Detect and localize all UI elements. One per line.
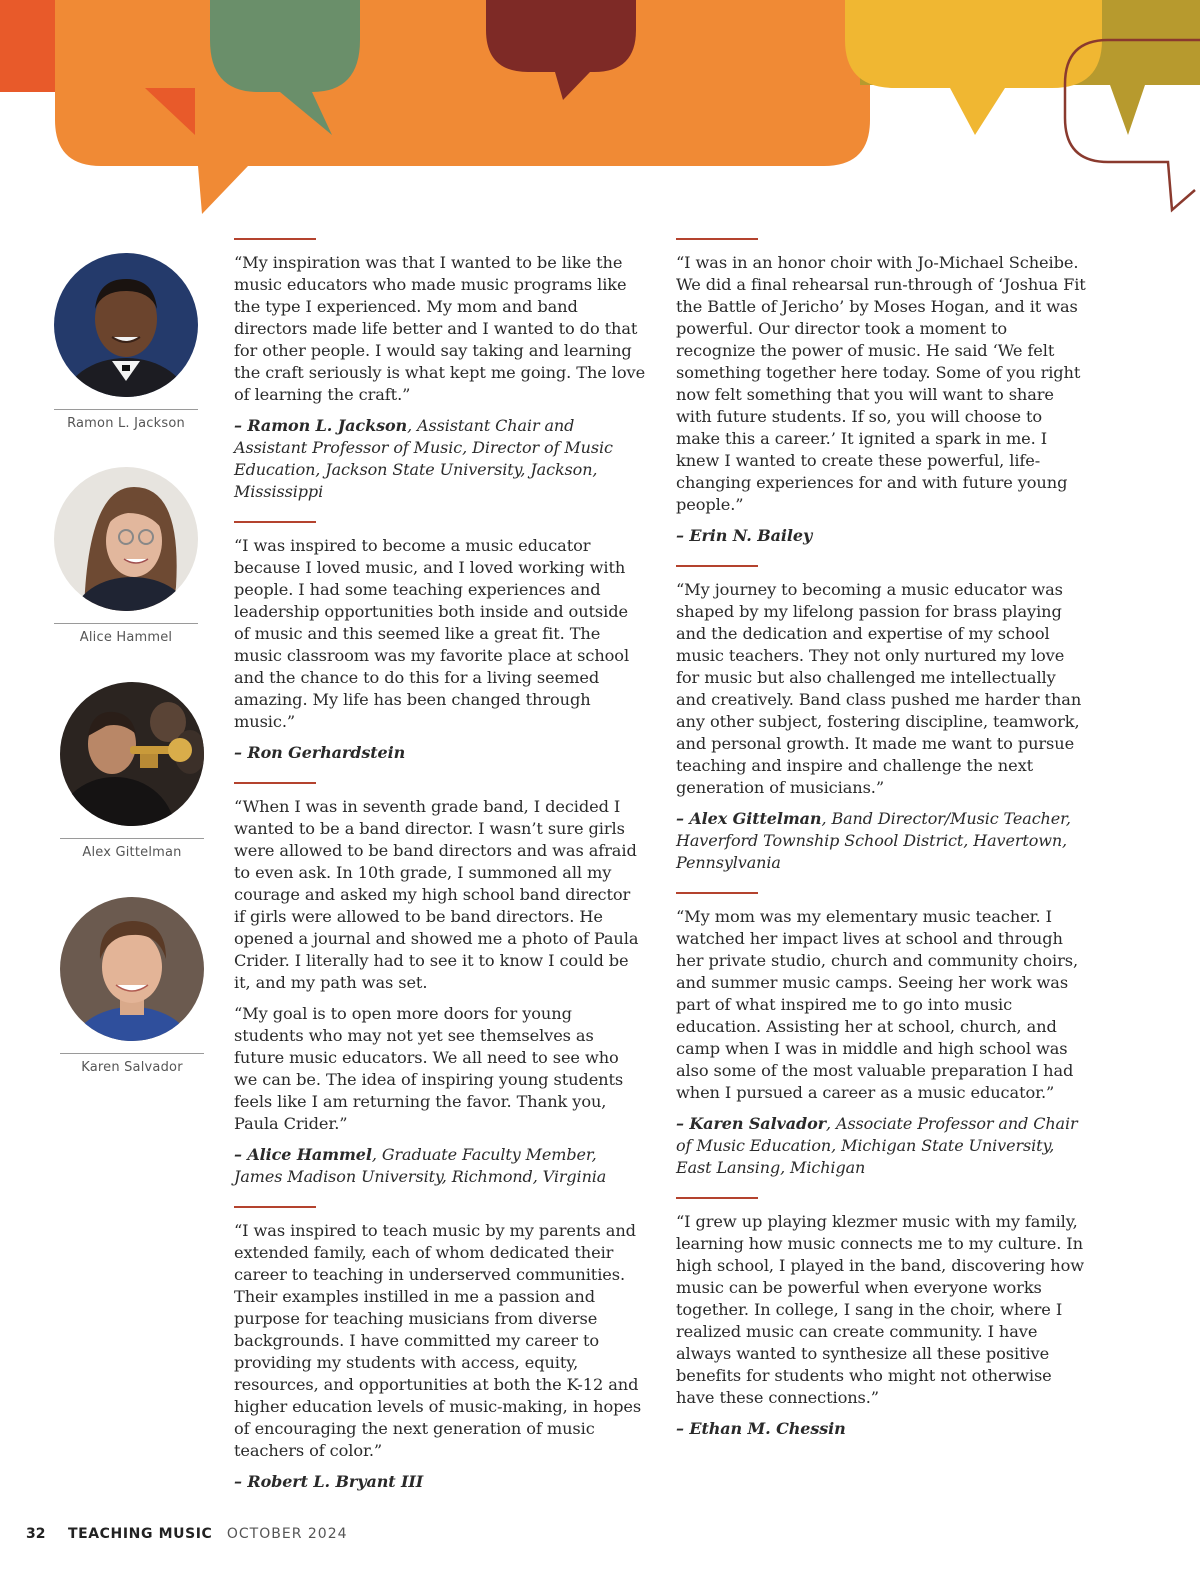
- portrait-photo: [60, 682, 204, 826]
- attribution-title: , Band Director/Music Teacher, Haverford Township School District, Havertown, Pennsylvania: [676, 809, 1071, 872]
- quote-attribution: [676, 1113, 1088, 1179]
- accent-rule: [676, 565, 758, 567]
- quote-text: “I was in an honor choir with Jo-Michael Scheibe. We did a final rehearsal run-through of ‘Joshua Fit the Battle of Jericho’ by Moses Hogan, and it was powerful. Our director took a moment to recognize the power of music. He said ‘We felt something together here today. Some of you right now felt something that you will want to share with future students. If so, you will choose to make this a career.’ It ignited a spark in me. I knew I wanted to create these powerful, life-changing experiences for and with future young people.”: [676, 253, 1086, 514]
- page-footer: [26, 1526, 348, 1542]
- quote-column-right: [676, 238, 1088, 1458]
- magazine-name: TEACHING MUSIC: [67, 1526, 213, 1542]
- accent-rule: [676, 892, 758, 894]
- quote-attribution: [234, 1471, 646, 1493]
- quote-block: [234, 782, 646, 1188]
- attribution-name: – Alice Hammel: [234, 1145, 372, 1164]
- accent-rule: [234, 521, 316, 523]
- quote-text: “My mom was my elementary music teacher. I watched her impact lives at school and through her private studio, church and community choirs, and summer music camps. Seeing her work was part of what inspired me to go into music education. Assisting her at school, church, and camp when I was in middle and high school was also some of the most valuable preparation I had when I pursued a career as a music educator.”: [676, 907, 1079, 1102]
- attribution-title: , Associate Professor and Chair of Music Education, Michigan State University, East Lansing, Michigan: [676, 1114, 1078, 1177]
- issue-date: OCTOBER 2024: [226, 1526, 348, 1542]
- portrait-caption: Alex Gittelman: [60, 838, 204, 860]
- accent-rule: [676, 1197, 758, 1199]
- quote-attribution: [676, 525, 1088, 547]
- quote-attribution: [676, 1418, 1088, 1440]
- attribution-name: – Karen Salvador: [676, 1114, 827, 1133]
- portrait-photo: [54, 467, 198, 611]
- accent-rule: [676, 238, 758, 240]
- quote-attribution: [234, 1144, 646, 1188]
- page-number: 32: [26, 1526, 46, 1542]
- portrait-caption: Alice Hammel: [54, 623, 198, 645]
- portrait-photo: [54, 253, 198, 397]
- accent-rule: [234, 782, 316, 784]
- quote-block: [676, 1197, 1088, 1440]
- attribution-name: – Alex Gittelman: [676, 809, 822, 828]
- quote-attribution: [676, 808, 1088, 874]
- portrait-photo: [60, 897, 204, 1041]
- quote-block: [234, 238, 646, 503]
- portrait-caption: Ramon L. Jackson: [54, 409, 198, 431]
- quote-column-left: [234, 238, 646, 1511]
- attribution-title: , Assistant Chair and Assistant Professor of Music, Director of Music Education, Jackson State University, Jackson, Mississippi: [234, 416, 613, 501]
- quote-text: “When I was in seventh grade band, I decided I wanted to be a band director. I wasn’t sure girls were allowed to be band directors and was afraid to even ask. In 10th grade, I summoned all my courage and asked my high school band director if girls were allowed to be band directors. He opened a journal and showed me a photo of Paula Crider. I literally had to see it to know I could be it, and my path was set.: [234, 797, 639, 992]
- accent-rule: [234, 1206, 316, 1208]
- attribution-name: – Ron Gerhardstein: [234, 743, 406, 762]
- attribution-name: – Robert L. Bryant III: [234, 1472, 424, 1491]
- attribution-title: , Graduate Faculty Member, James Madison University, Richmond, Virginia: [234, 1145, 607, 1186]
- quote-block: [234, 521, 646, 764]
- portrait-caption: Karen Salvador: [60, 1053, 204, 1075]
- quote-attribution: [234, 415, 646, 503]
- quote-text: “I grew up playing klezmer music with my family, learning how music connects me to my culture. In high school, I played in the band, discovering how music can be powerful when everyone works together. In college, I sang in the choir, where I realized music can create community. I have always wanted to synthesize all these positive benefits for students who might not otherwise have these connections.”: [676, 1212, 1085, 1407]
- attribution-name: – Erin N. Bailey: [676, 526, 813, 545]
- quote-text: “My journey to becoming a music educator was shaped by my lifelong passion for brass playing and the dedication and expertise of my school music teachers. They not only nurtured my love for music but also challenged me intellectually and creatively. Band class pushed me harder than any other subject, fostering discipline, teamwork, and personal growth. It made me want to pursue teaching and inspire and challenge the next generation of musicians.”: [676, 580, 1082, 797]
- accent-rule: [234, 238, 316, 240]
- quote-block: [676, 565, 1088, 874]
- speech-bubble-banner: [0, 0, 1200, 220]
- quote-block: [676, 892, 1088, 1179]
- quote-text: “I was inspired to teach music by my parents and extended family, each of whom dedicated their career to teaching in underserved communities. Their examples instilled in me a passion and purpose for teaching musicians from diverse backgrounds. I have committed my career to providing my students with access, equity, resources, and opportunities at both the K-12 and higher education levels of music-making, in hopes of encouraging the next generation of music teachers of color.”: [234, 1221, 642, 1460]
- quote-text: “My goal is to open more doors for young students who may not yet see themselves as future music educators. We all need to see who we can be. The idea of inspiring young students feels like I am returning the favor. Thank you, Paula Crider.”: [234, 1004, 624, 1133]
- attribution-name: – Ramon L. Jackson: [234, 416, 408, 435]
- quote-text: “My inspiration was that I wanted to be like the music educators who made music programs like the type I experienced. My mom and band directors made life better and I wanted to do that for other people. I would say taking and learning the craft seriously is what kept me going. The love of learning the craft.”: [234, 253, 646, 404]
- attribution-name: – Ethan M. Chessin: [676, 1419, 846, 1438]
- quote-text: “I was inspired to become a music educator because I loved music, and I loved working with people. I had some teaching experiences and leadership opportunities both inside and outside of music and this seemed like a great fit. The music classroom was my favorite place at school and the chance to do this for a living seemed amazing. My life has been changed through music.”: [234, 536, 630, 731]
- quote-block: [676, 238, 1088, 547]
- quote-block: [234, 1206, 646, 1493]
- quote-attribution: [234, 742, 646, 764]
